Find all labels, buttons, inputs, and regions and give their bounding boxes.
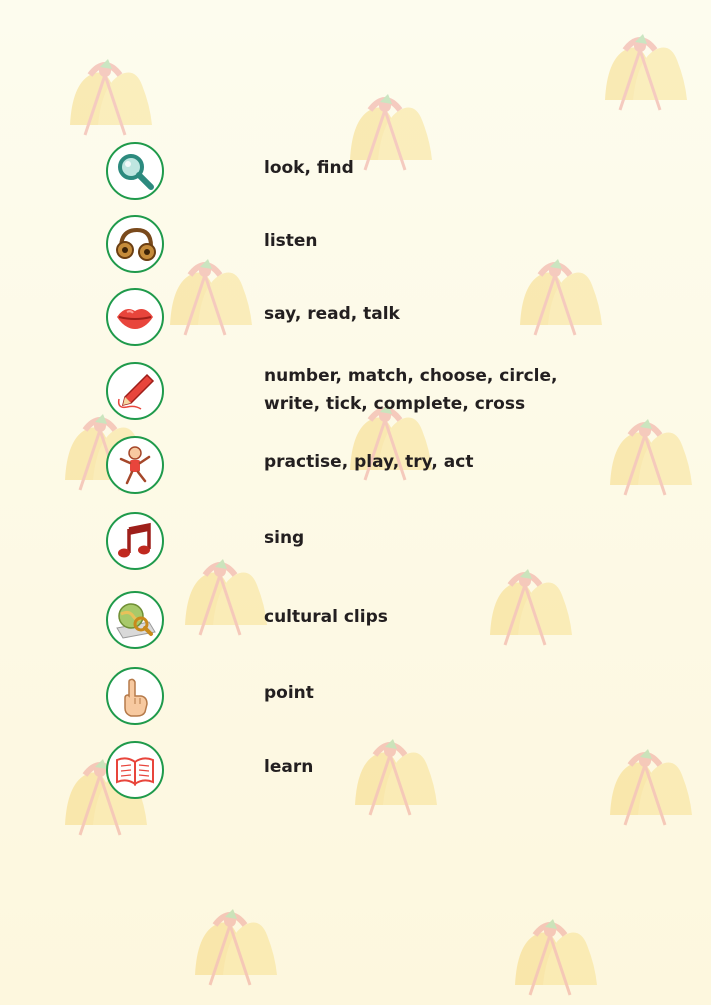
lips-icon xyxy=(106,288,164,346)
legend-label: listen xyxy=(264,231,318,251)
bell-decoration-icon xyxy=(165,545,275,645)
bell-decoration-icon xyxy=(150,245,260,345)
bell-decoration-icon xyxy=(590,735,700,835)
legend-label: look, find xyxy=(264,158,354,178)
legend-label: sing xyxy=(264,528,305,548)
bell-decoration-icon xyxy=(470,555,580,655)
bell-decoration-icon xyxy=(500,245,610,345)
legend-label-line2: write, tick, complete, cross xyxy=(264,394,526,414)
bell-decoration-icon xyxy=(495,905,605,1005)
legend-label-line1: number, match, choose, circle, xyxy=(264,366,558,386)
open-book-icon xyxy=(106,741,164,799)
music-note-icon xyxy=(106,512,164,570)
bell-decoration-icon xyxy=(335,725,445,825)
legend-label: say, read, talk xyxy=(264,304,400,324)
legend-label: practise, play, try, act xyxy=(264,452,474,472)
bell-decoration-icon xyxy=(50,45,160,145)
pencil-icon xyxy=(106,362,164,420)
legend-label: cultural clips xyxy=(264,607,388,627)
legend-label: point xyxy=(264,683,314,703)
bell-decoration-icon xyxy=(175,895,285,995)
bell-decoration-icon xyxy=(585,20,695,120)
globe-magnifier-icon xyxy=(106,591,164,649)
magnifier-icon xyxy=(106,142,164,200)
legend-label: learn xyxy=(264,757,314,777)
dancing-figure-icon xyxy=(106,436,164,494)
headphones-icon xyxy=(106,215,164,273)
bell-decoration-icon xyxy=(590,405,700,505)
pointing-hand-icon xyxy=(106,667,164,725)
